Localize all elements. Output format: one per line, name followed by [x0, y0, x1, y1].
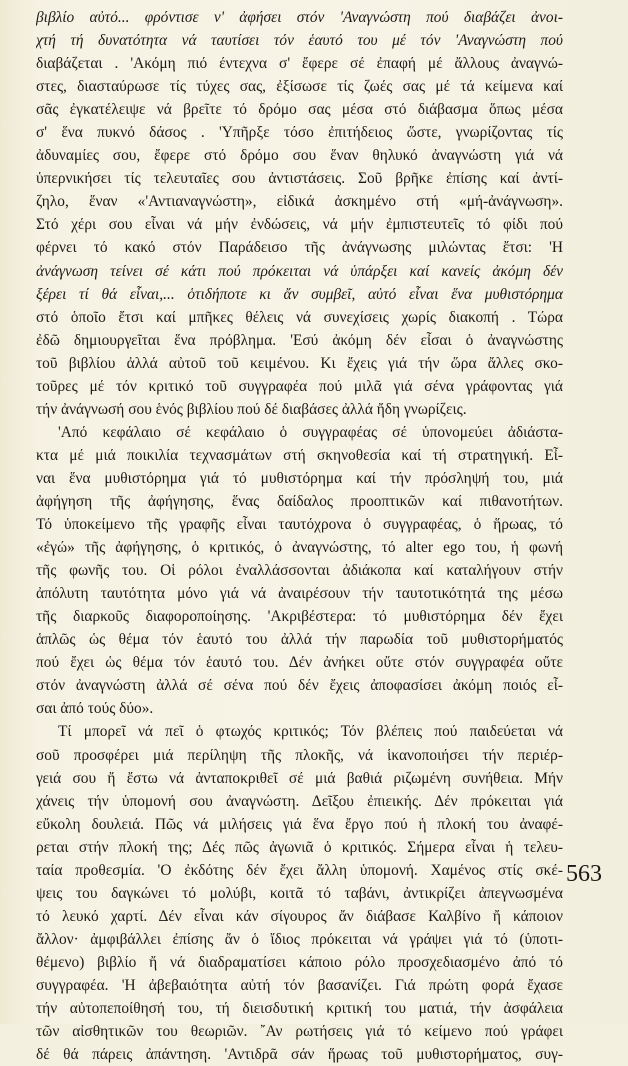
text-line: στό ὁποῖο ἔτσι καί μπῆκες θέλεις νά συνεχίσεις χωρίς διακοπή . Τώρα [36, 308, 563, 326]
text-line: «ἐγώ» τῆς ἀφήγησης, ὁ κριτικός, ὁ ἀναγνώστης, τό alter ego του, ἡ φωνή [36, 539, 563, 557]
text-line: χάνεις τήν ὑπομονή σου ἀναγνώστη. Δεῖξου ἐπιεικής. Δέν πρόκειται γιά [36, 792, 563, 810]
text-line: ταία προθεσμία. 'Ο ἐκδότης δέν ἔχει ἄλλη ὑπομονή. Χαμένος στίς σκέ- [36, 861, 563, 879]
text-line: ρεται στήν πλοκή της; Δές πῶς ἀγωνιᾶ ὁ κριτικός. Σήμερα εἶναι ἡ τελευ- [36, 838, 563, 856]
body-text [36, 6, 563, 1066]
text-line: Τό ὑποκείμενο τῆς γραφῆς εἶναι ταυτόχρονα ὁ συγγραφέας, ὁ ἥρωας, τό [36, 516, 563, 534]
text-line: ἀφήγηση τῆς ἀφήγησης, ἕνας δαίδαλος προοπτικῶν καί πιθανοτήτων. [36, 492, 563, 510]
text-line: Στό χέρι σου εἶναι νά μήν ἐνδώσεις, νά μήν ἐμπιστευτεῖς τό φίδι πού [36, 216, 563, 234]
text-line: 'Από κεφάλαιο σέ κεφάλαιο ὁ συγγραφέας σέ ὑπονομεύει ἀδιάστα- [58, 423, 563, 441]
text-line: εὔκολη δουλειά. Πῶς νά μιλήσεις γιά ἕνα ἔργο πού ἡ πλοκή του ἀναφέ- [36, 815, 563, 833]
text-line: ἐδῶ δημιουργεῖται ἕνα πρόβλημα. 'Εσύ ἀκόμη δέν εἶσαι ὁ ἀναγνώστης [36, 331, 563, 349]
text-line: βιβλίο αὐτό... φρόντισε ν' ἀφήσει στόν 'Αναγνώστη πού διαβάζει ἀνοι- [36, 9, 563, 26]
text-line: σοῦ προσφέρει μιά περίληψη τῆς πλοκῆς, νά ἱκανοποιήσει τήν περιέρ- [36, 746, 563, 764]
text-line: δέ θά πάρεις ἀπάντηση. 'Αντιδρᾶ σάν ἥρωας τοῦ μυθιστορήματος, συγ- [36, 1046, 563, 1064]
text-line: συγγραφέα. 'Η ἀβεβαιότητα αὐτή τόν βασανίζει. Γιά πρώτη φορά ἔχασε [36, 976, 563, 994]
text-line: τήν αὐτοπεποίθησή του, τή διεισδυτική κριτική του ματιά, τήν ἀσφάλεια [36, 1000, 563, 1018]
text-line: γειά σου ἤ ἔστω νά ἀνταποκριθεῖ σέ μιά βαθιά ριζωμένη συνήθεια. Μήν [36, 769, 563, 787]
text-line: ψεις του δαγκώνει τό μολύβι, κοιτᾶ τό ταβάνι, ἀντικρίζει ἀπεγνωσμένα [36, 884, 563, 902]
text-line: ἀνάγνωση τείνει σέ κάτι πού πρόκειται νά ὑπάρξει καί κανείς ἀκόμη δέν [36, 262, 563, 280]
page-number: 563 [566, 861, 602, 887]
text-line: χτή τή δυνατότητα νά ταυτίσει τόν ἑαυτό του μέ τόν 'Αναγνώστη πού [36, 32, 563, 50]
text-line: ναι ἕνα μυθιστόρημα γιά τό μυθιστόρημα καί τήν πρόσληψή του, μιά [36, 469, 563, 487]
text-line: ζηλο, ἕναν «'Αντιαναγνώστη», εἰδικά ἀσκημένο στή «μή-ἀνάγνωση». [36, 193, 563, 211]
text-line: τῆς διαρκοῦς διαφοροποίησης. 'Ακριβέστερα: τό μυθιστόρημα δέν ἔχει [36, 608, 563, 626]
text-line: φέρνει τό κακό στόν Παράδεισο τῆς ἀνάγνωσης μιλώντας ἔτσι: 'Η [36, 239, 563, 257]
text-line: κτα μέ μιά ποικιλία τεχνασμάτων στή σκηνοθεσία καί τή στρατηγική. Εἶ- [36, 446, 563, 464]
text-line: πού ἔχει ὡς θέμα τόν ἑαυτό του. Δέν ἀνήκει οὔτε στόν συγγραφέα οὔτε [36, 654, 563, 672]
text-line: ἀδυναμίες σου, ἔφερε στό δρόμο σου ἕναν θηλυκό ἀναγνώστη γιά νά [36, 147, 563, 165]
text-line: στες, διασταύρωσε τίς τύχες σας, ἐξίσωσε τίς ζωές σας μέ τά κείμενα καί [36, 78, 563, 96]
text-line: ἁπλῶς ὡς θέμα τόν ἑαυτό του ἀλλά τήν παρωδία τοῦ μυθιστορήματός [36, 631, 563, 649]
text-line: διαβάζεται . 'Ακόμη πιό έντεχνα σ' ἔφερε σέ ἐπαφή μέ ἄλλους ἀναγνώ- [36, 55, 563, 73]
text-line: Τί μπορεῖ νά πεῖ ὁ φτωχός κριτικός; Τόν βλέπεις πού παιδεύεται νά [58, 723, 563, 741]
text-line: ὑπερνικήσει τίς τελευταῖες σου ἀντιστάσεις. Σοῦ βρῆκε ἐπίσης καί ἀντί- [36, 170, 563, 188]
text-line: τήν ἀνάγνωσή σου ἑνός βιβλίου πού δέ διαβάσες ἀλλά ἤδη γνωρίζεις. [36, 400, 467, 418]
text-line: ἄλλον· ἀμφιβάλλει ἐπίσης ἄν ὁ ἴδιος πρόκειται νά γράψει γιά τό (ὑποτι- [36, 930, 563, 948]
text-line: θέμενο) βιβλίο ἤ νά διαδραματίσει κάποιο ρόλο προσχεδιασμένο ἀπό τό [36, 953, 563, 971]
text-line: σᾶς ἐγκατέλειψε νά βρεῖτε τό δρόμο σας μέσα στό διάβασμα ὅπως μέσα [36, 101, 563, 119]
text-line: σ' ἕνα πυκνό δάσος . 'Υπῆρξε τόσο ἐπιτήδειος ὥστε, γνωρίζοντας τίς [36, 124, 563, 142]
text-line: σαι ἀπό τούς δύο». [36, 700, 154, 718]
text-line: τῶν αἰσθητικῶν του θεωριῶν. ῎Αν ρωτήσεις γιά τό κείμενο πού γράφει [36, 1023, 563, 1041]
text-line: τό λευκό χαρτί. Δέν εἶναι κάν σίγουρος ἄν διάβασε Καλβίνο ἤ κάποιον [36, 907, 563, 925]
text-line: ἀπόλυτη ταυτότητα μόνο γιά νά ἀναιρέσουν τήν ταυτοτικότητά της μέσω [36, 585, 563, 603]
text-line: τῆς φωνῆς του. Οἱ ρόλοι ἐναλλάσσονται ἀδιάκοπα καί καταλήγουν στήν [36, 562, 563, 580]
text-line: στόν ἀναγνώστη ἀλλά σέ σένα πού δέν ἔχεις ἀποφασίσει ἀκόμη ποιός εἶ- [36, 677, 563, 695]
text-line: τοῦρες μέ τόν κριτικό τοῦ συγγραφέα πού μιλᾶ γιά σένα γράφοντας γιά [36, 377, 563, 395]
text-line: τοῦ βιβλίου ἀλλά αὐτοῦ τοῦ κειμένου. Κι ἔχεις γιά τήν ὥρα ἄλλες σκο- [36, 354, 563, 372]
text-line: ξέρει τί θά εἶναι,... ὁτιδήποτε κι ἄν συμβεῖ, αὐτό εἶναι ἕνα μυθιστόρημα [36, 285, 563, 303]
